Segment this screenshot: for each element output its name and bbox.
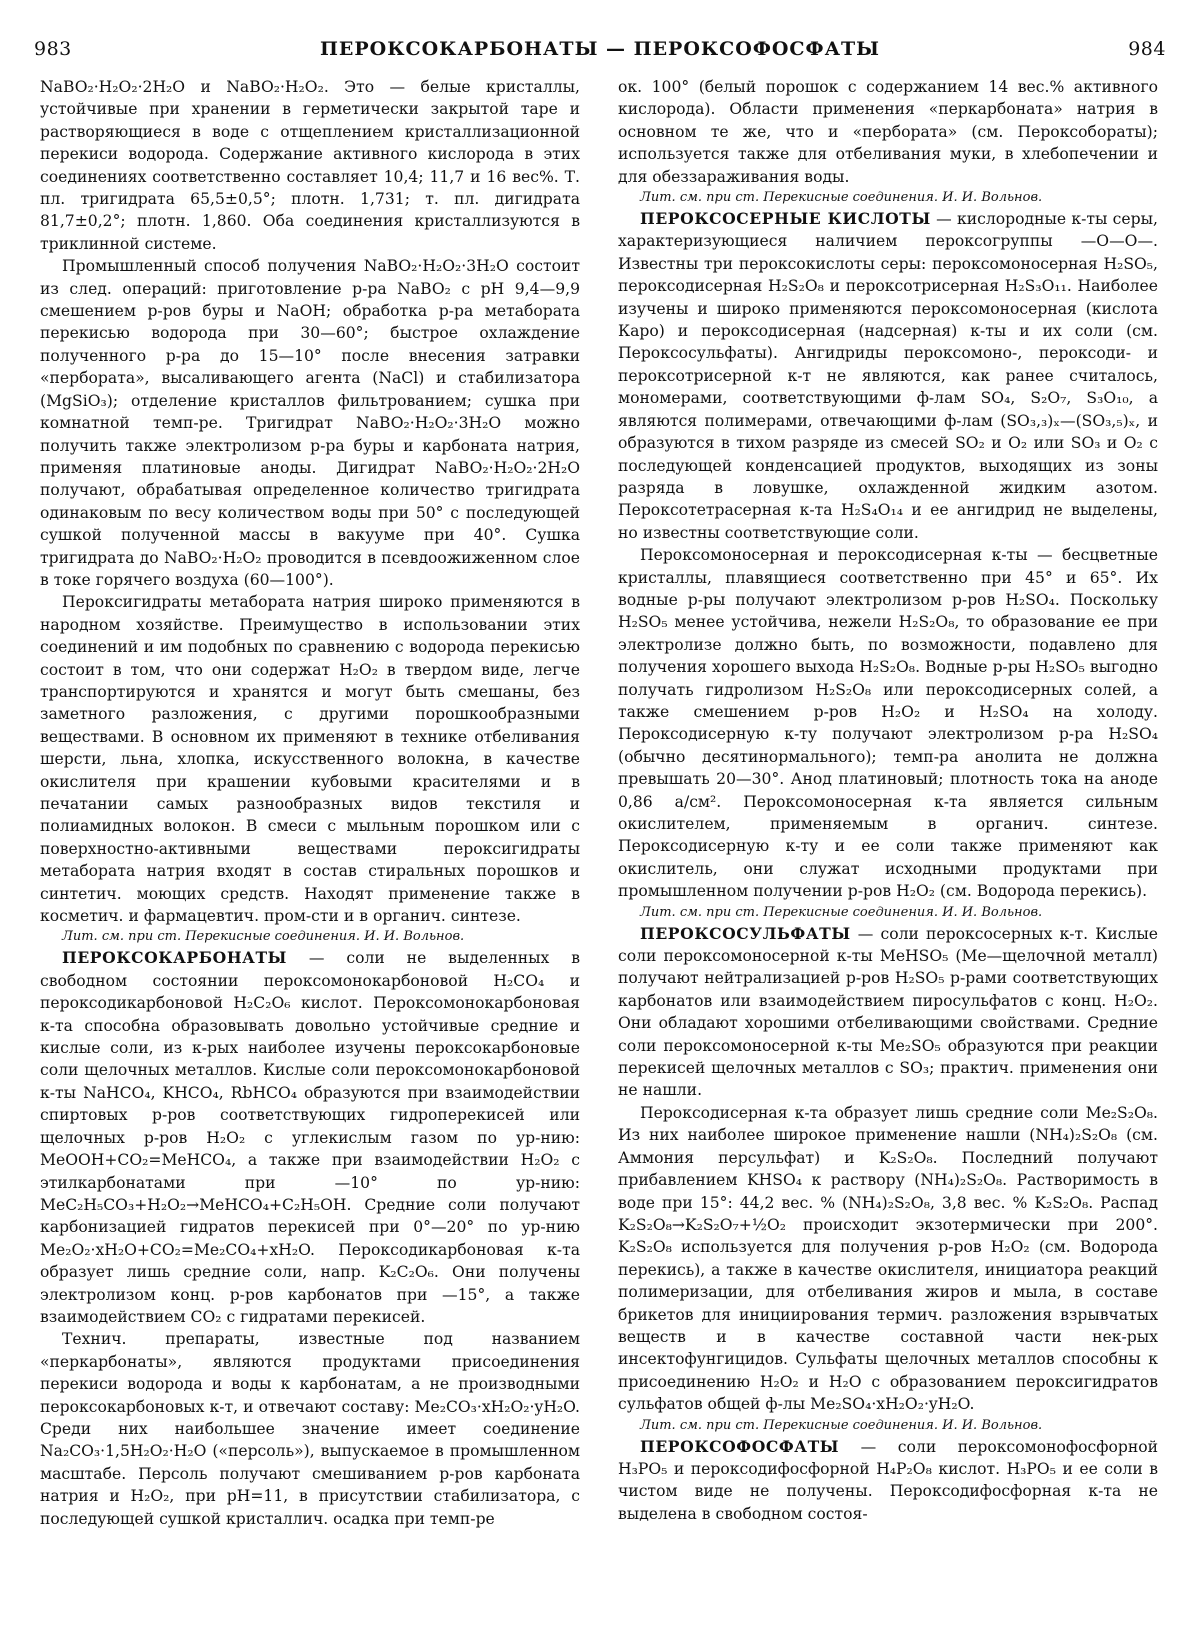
- article-text: — кислородные к-ты серы, характеризующиеся наличием пероксогруппы —O—O—. Известны три пероксокислоты серы: пероксомоносерная H₂SO₅, пероксодисерная H₂S₂O₈ и пероксотрисерная H₂S₃O₁₁. Наиболее изучены и широко применяются пероксомоносерная (кислота Каро) и пероксодисерная (надсерная) к-ты и их соли (см. Пероксосульфаты). Ангидриды пероксомоно-, пероксоди- и пероксотрисерной к-т не являются, как ранее считалось, мономерами, соответствующими ф-лам SO₄, S₂O₇, S₃O₁₀, а являются полимерами, отвечающими ф-лам (SO₃,₃)ₓ—(SO₃,₅)ₓ, и образуются в тихом разряде из смесей SO₂ и O₂ или SO₃ и O₂ с последующей конденсацией продуктов, выходящих из зоны разряда в ловушке, охлажденной жидким азотом. Пероксотетрасерная к-та H₂S₄O₁₄ и ее ангидрид не выделены, но известны соответствующие соли.: [618, 210, 1158, 542]
- literature-reference: Лит. см. при ст. Перекисные соединения. И. И. Вольнов.: [640, 1417, 1043, 1433]
- running-title: ПЕРОКСОКАРБОНАТЫ — ПЕРОКСОФОСФАТЫ: [319, 38, 881, 60]
- page-number-left: 983: [34, 38, 72, 60]
- article-entry: [40, 947, 580, 1328]
- right-column: [618, 76, 1158, 1626]
- article-entry: [618, 1436, 1158, 1526]
- literature-reference: Лит. см. при ст. Перекисные соединения. И. И. Вольнов.: [640, 190, 1043, 206]
- article-term: ПЕРОКСОСЕРНЫЕ КИСЛОТЫ: [640, 209, 931, 229]
- article-entry: [618, 208, 1158, 544]
- paragraph: NaBO₂·H₂O₂·2H₂O и NaBO₂·H₂O₂. Это — белые кристаллы, устойчивые при хранении в герметически закрытой таре и растворяющиеся в воде с отщеплением кристаллизационной перекиси водорода. Содержание активного кислорода в этих соединениях соответственно составляет 10,4; 11,7 и 16 вес%. Т. пл. тригидрата 65,5±0,5°; плотн. 1,731; т. пл. дигидрата 81,7±0,2°; плотн. 1,860. Оба соединения кристаллизуются в триклинной системе.: [40, 78, 580, 253]
- page-header: [34, 34, 1166, 64]
- article-entry: [618, 923, 1158, 1102]
- paragraph: Технич. препараты, известные под названием «перкарбонаты», являются продуктами присоединения перекиси водорода и воды к карбонатам, а не производными пероксокарбоновых к-т, и отвечают составу: Me₂CO₃·xH₂O₂·yH₂O. Среди них наибольшее значение имеет соединение Na₂CO₃·1,5H₂O₂·H₂O («персоль»), выпускаемое в промышленном масштабе. Персоль получают смешиванием р-ров карбоната натрия и H₂O₂, при pH=11, в присутствии стабилизатора, с последующей сушкой кристаллич. осадка при темп-ре: [40, 1330, 580, 1528]
- article-text: — соли пероксосерных к-т. Кислые соли пероксомоносерной к-ты MeHSO₅ (Me—щелочной металл) получают нейтрализацией р-ров H₂SO₅ р-рами соответствующих карбонатов или взаимодействием пиросульфатов с конц. H₂O₂. Они обладают хорошими отбеливающими свойствами. Средние соли пероксомоносерной к-ты Me₂SO₅ образуются при реакции перекисей щелочных металлов с SO₃; практич. применения они не нашли.: [618, 924, 1158, 1100]
- paragraph: Пероксомоносерная и пероксодисерная к-ты — бесцветные кристаллы, плавящиеся соответственно при 45° и 65°. Их водные р-ры получают электролизом р-ров H₂SO₄. Поскольку H₂SO₅ менее устойчива, нежели H₂S₂O₈, то образование ее при электролизе должно быть, по возможности, подавлено для получения хорошего выхода H₂S₂O₈. Водные р-ры H₂SO₅ выгодно получать гидролизом H₂S₂O₈ или пероксодисерных солей, а также смешением р-ров H₂O₂ и H₂SO₄ на холоду. Пероксодисерную к-ту получают электролизом р-ра H₂SO₄ (обычно десятинормального); темп-ра анолита не должна превышать 20—30°. Анод платиновый; плотность тока на аноде 0,86 а/см². Пероксомоносерная к-та является сильным окислителем, применяемым в органич. синтезе. Пероксодисерную к-ту и ее соли также применяют как окислитель, они служат исходными продуктами при промышленном получении р-ров H₂O₂ (см. Водорода перекись).: [618, 546, 1158, 901]
- paragraph: Пероксигидраты метабората натрия широко применяются в народном хозяйстве. Преимущество в использовании этих соединений и им подобных по сравнению с водорода перекисью состоит в том, что они содержат H₂O₂ в твердом виде, легче транспортируются и хранятся и могут быть смешаны, без заметного разложения, с другими порошкообразными веществами. В основном их применяют в технике отбеливания шерсти, льна, хлопка, искусственного волокна, в качестве окислителя при крашении кубовыми красителями и в печатании самых разнообразных видов текстиля и полиамидных волокон. В смеси с мыльным порошком или с поверхностно-активными веществами пероксигидраты метабората натрия входят в состав стиральных порошков и синтетич. моющих средств. Находят применение также в косметич. и фармацевтич. пром-сти и в органич. синтезе.: [40, 593, 580, 926]
- article-term: ПЕРОКСОФОСФАТЫ: [640, 1436, 840, 1456]
- literature-reference: Лит. см. при ст. Перекисные соединения. И. И. Вольнов.: [640, 904, 1043, 920]
- article-text: — соли пероксомонофосфорной H₃PO₅ и пероксодифосфорной H₄P₂O₈ кислот. H₃PO₅ и ее соли в чистом виде не получены. Пероксодифосфорная к-та не выделена в свободном состоя-: [618, 1437, 1158, 1523]
- paragraph: ок. 100° (белый порошок с содержанием 14 вес.% активного кислорода). Области применения «перкарбоната» натрия в основном те же, что и «пербората» (см. Пероксобораты); используется также для отбеливания муки, в хлебопечении и для обеззараживания воды.: [618, 78, 1158, 186]
- paragraph: Промышленный способ получения NaBO₂·H₂O₂·3H₂O состоит из след. операций: приготовление р-ра NaBO₂ с pH 9,4—9,9 смешением р-ров буры и NaOH; обработка р-ра метабората перекисью водорода при 30—60°; быстрое охлаждение полученного р-ра до 15—10° после внесения затравки «пербората», высаливающего агента (NaCl) и стабилизатора (MgSiO₃); отделение кристаллов фильтрованием; сушка при комнатной темп-ре. Тригидрат NaBO₂·H₂O₂·3H₂O можно получить также электролизом р-ра буры и карбоната натрия, применяя платиновые аноды. Дигидрат NaBO₂·H₂O₂·2H₂O получают, обрабатывая определенное количество тригидрата одинаковым по весу количеством воды при 50° с последующей сушкой полученной массы в вакууме при 40°. Сушка тригидрата до NaBO₂·H₂O₂ проводится в псевдоожиженном слое в токе горячего воздуха (60—100°).: [40, 257, 580, 589]
- paragraph: Пероксодисерная к-та образует лишь средние соли Me₂S₂O₈. Из них наиболее широкое применение нашли (NH₄)₂S₂O₈ (см. Аммония персульфат) и K₂S₂O₈. Последний получают прибавлением KHSO₄ к раствору (NH₄)₂S₂O₈. Растворимость в воде при 15°: 44,2 вес. % (NH₄)₂S₂O₈, 3,8 вес. % K₂S₂O₈. Распад K₂S₂O₈→K₂S₂O₇+½O₂ происходит экзотермически при 200°. K₂S₂O₈ используется для получения р-ров H₂O₂ (см. Водорода перекись), а также в качестве окислителя, инициатора реакций полимеризации, для отбеливания жиров и мыла, в составе брикетов для инициирования термич. разложения взрывчатых веществ и в качестве составной части нек-рых инсектофунгицидов. Сульфаты щелочных металлов способны к присоединению H₂O₂ и H₂O с образованием пероксигидратов сульфатов общей ф-лы Me₂SO₄·xH₂O₂·yH₂O.: [618, 1103, 1158, 1414]
- literature-reference: Лит. см. при ст. Перекисные соединения. И. И. Вольнов.: [62, 929, 465, 945]
- article-term: ПЕРОКСОКАРБОНАТЫ: [62, 948, 287, 968]
- article-text: — соли не выделенных в свободном состоянии пероксомонокарбоновой H₂CO₄ и пероксодикарбоновой H₂C₂O₆ кислот. Пероксомонокарбоновая к-та способна образовывать довольно устойчивые средние и кислые соли, из к-рых наиболее изучены пероксокарбоновые соли щелочных металлов. Кислые соли пероксомонокарбоновой к-ты NaHCO₄, KHCO₄, RbHCO₄ образуются при взаимодействии спиртовых р-ров соответствующих гидроперекисей или щелочных р-ров H₂O₂ с углекислым газом по ур-нию: MeOOH+CO₂=MeHCO₄, а также при взаимодействии H₂O₂ с этилкарбонатами при —10° по ур-нию: MeC₂H₅CO₃+H₂O₂→MeHCO₄+C₂H₅OH. Средние соли получают карбонизацией гидратов перекисей при 0°—20° по ур-нию Me₂O₂·xH₂O+CO₂=Me₂CO₄+xH₂O. Пероксодикарбоновая к-та образует лишь средние соли, напр. K₂C₂O₆. Они получены электролизом конц. р-ров карбонатов при —15°, а также взаимодействием CO₂ с гидратами перекисей.: [40, 949, 580, 1326]
- left-column: [40, 76, 580, 1626]
- article-term: ПЕРОКСОСУЛЬФАТЫ: [640, 923, 851, 943]
- page-number-right: 984: [1128, 38, 1166, 60]
